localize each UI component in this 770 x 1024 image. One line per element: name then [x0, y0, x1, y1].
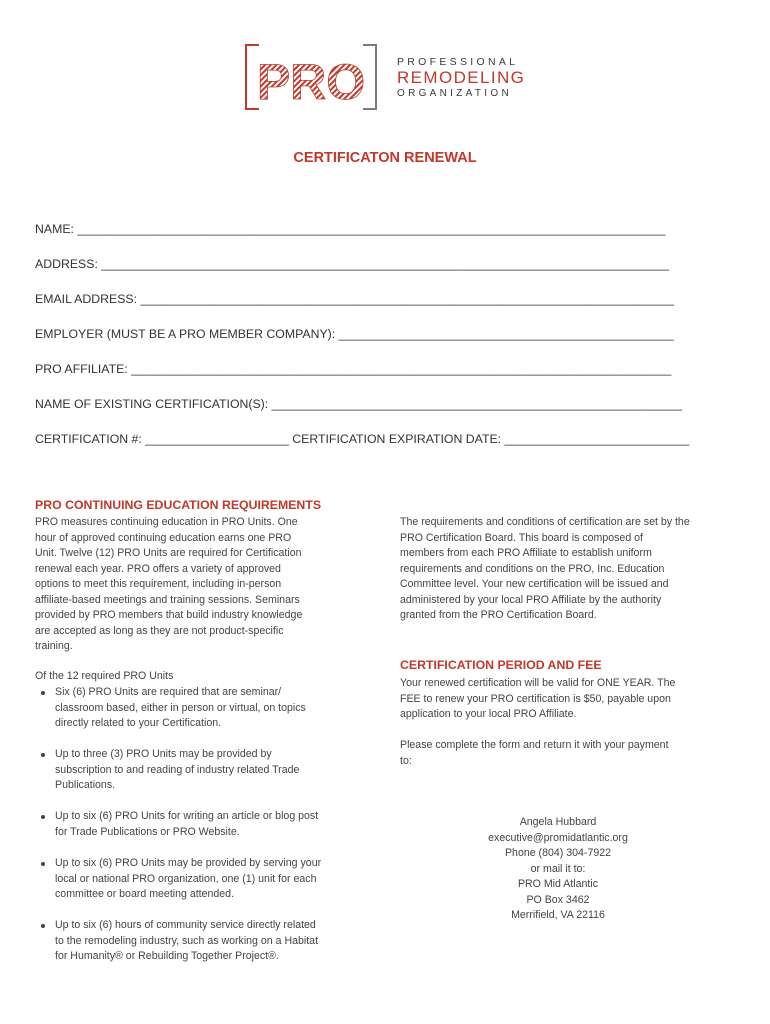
list-item: Up to three (3) PRO Units may be provided by subscription to and reading of industry related Trade Publications.: [35, 747, 355, 794]
fee-paragraph: Your renewed certification will be valid for ONE YEAR. The FEE to renew your PRO certification is $50, payable upon application to your local PRO Affiliate.: [400, 677, 676, 720]
ce-requirements-heading: PRO CONTINUING EDUCATION REQUIREMENTS: [35, 498, 322, 512]
affiliate-field[interactable]: PRO AFFILIATE: _______________________________________________________________________________: [35, 362, 672, 376]
ce-bullet-list-4: [35, 856, 355, 903]
list-item: Up to six (6) PRO Units for writing an article or blog post for Trade Publications or PRO Website.: [35, 809, 355, 840]
contact-city: Merrifield, VA 22116: [511, 909, 605, 921]
email-field[interactable]: EMAIL ADDRESS: ______________________________________________________________________________: [35, 292, 674, 306]
logo-word-organization: ORGANIZATION: [397, 88, 512, 99]
contact-email[interactable]: executive@promidatlantic.org: [488, 831, 628, 844]
name-field[interactable]: NAME: ______________________________________________________________________________________: [35, 222, 666, 236]
bullet-icon: [41, 924, 45, 928]
list-item: Six (6) PRO Units are required that are seminar/ classroom based, either in person or virtual, on topics directly related to your Certification.: [35, 685, 355, 732]
list-item: Up to six (6) PRO Units may be provided by serving your local or national PRO organization, one (1) unit for each committee or board meeting attended.: [35, 856, 355, 903]
logo-word-remodeling: REMODELING: [397, 68, 526, 87]
pro-logo-mark: [245, 44, 377, 110]
logo-word-professional: PROFESSIONAL: [397, 56, 519, 68]
pro-logo: [245, 44, 535, 114]
period-fee-heading: CERTIFICATION PERIOD AND FEE: [400, 658, 602, 672]
svg-text:PRO: PRO: [256, 54, 366, 110]
ce-bullet-list: [35, 685, 355, 732]
contact-po-box: PO Box 3462: [526, 893, 590, 906]
existing-certification-field[interactable]: NAME OF EXISTING CERTIFICATION(S): ____________________________________________________________: [35, 397, 682, 411]
bullet-icon: [41, 815, 45, 819]
of-twelve-label: Of the 12 required PRO Units: [35, 670, 174, 682]
contact-block: [400, 815, 716, 924]
list-item: Up to six (6) hours of community service directly related to the remodeling industry, such as working on a Habitat for Humanity® or Rebuilding Together Project®.: [35, 918, 355, 965]
certification-number-date-field[interactable]: CERTIFICATION #: _____________________ CERTIFICATION EXPIRATION DATE: ___________________________: [35, 432, 690, 446]
contact-org: PRO Mid Atlantic: [517, 878, 599, 890]
contact-name: Angela Hubbard: [519, 816, 597, 828]
bullet-icon: [41, 691, 45, 695]
bullet-icon: [41, 862, 45, 866]
ce-bullet-list-5: [35, 918, 355, 965]
ce-intro-paragraph: PRO measures continuing education in PRO Units. One hour of approved continuing education earns one PRO Unit. Twelve (12) PRO Units are required for Certification renewal each year. PRO offers a variety of approved options to meet this requirement, including in-person affiliate-based meetings and training sessions. Seminars provided by PRO members that build industry knowledge are accepted as long as they are not product-specific training.: [35, 516, 303, 652]
address-field[interactable]: ADDRESS: ___________________________________________________________________________________: [35, 257, 669, 271]
ce-bullet-list-2: [35, 747, 355, 794]
employer-field[interactable]: EMPLOYER (MUST BE A PRO MEMBER COMPANY): _________________________________________________: [35, 327, 674, 341]
ce-bullet-list-3: [35, 809, 355, 840]
contact-phone: Phone (804) 304-7922: [504, 847, 612, 859]
page-title: CERTIFICATON RENEWAL: [293, 150, 477, 166]
bullet-icon: [41, 753, 45, 757]
complete-form-paragraph: Please complete the form and return it with your payment to:: [400, 739, 669, 767]
contact-mail-note: or mail it to:: [530, 862, 586, 875]
certification-board-paragraph: The requirements and conditions of certification are set by the PRO Certification Board. This board is composed of members from each PRO Affiliate to establish uniform requirements and conditions on the PRO, Inc. Education Committee level. Your new certification will be issued and administered by your local PRO Affiliate by the authority granted from the PRO Certification Board.: [400, 516, 690, 621]
